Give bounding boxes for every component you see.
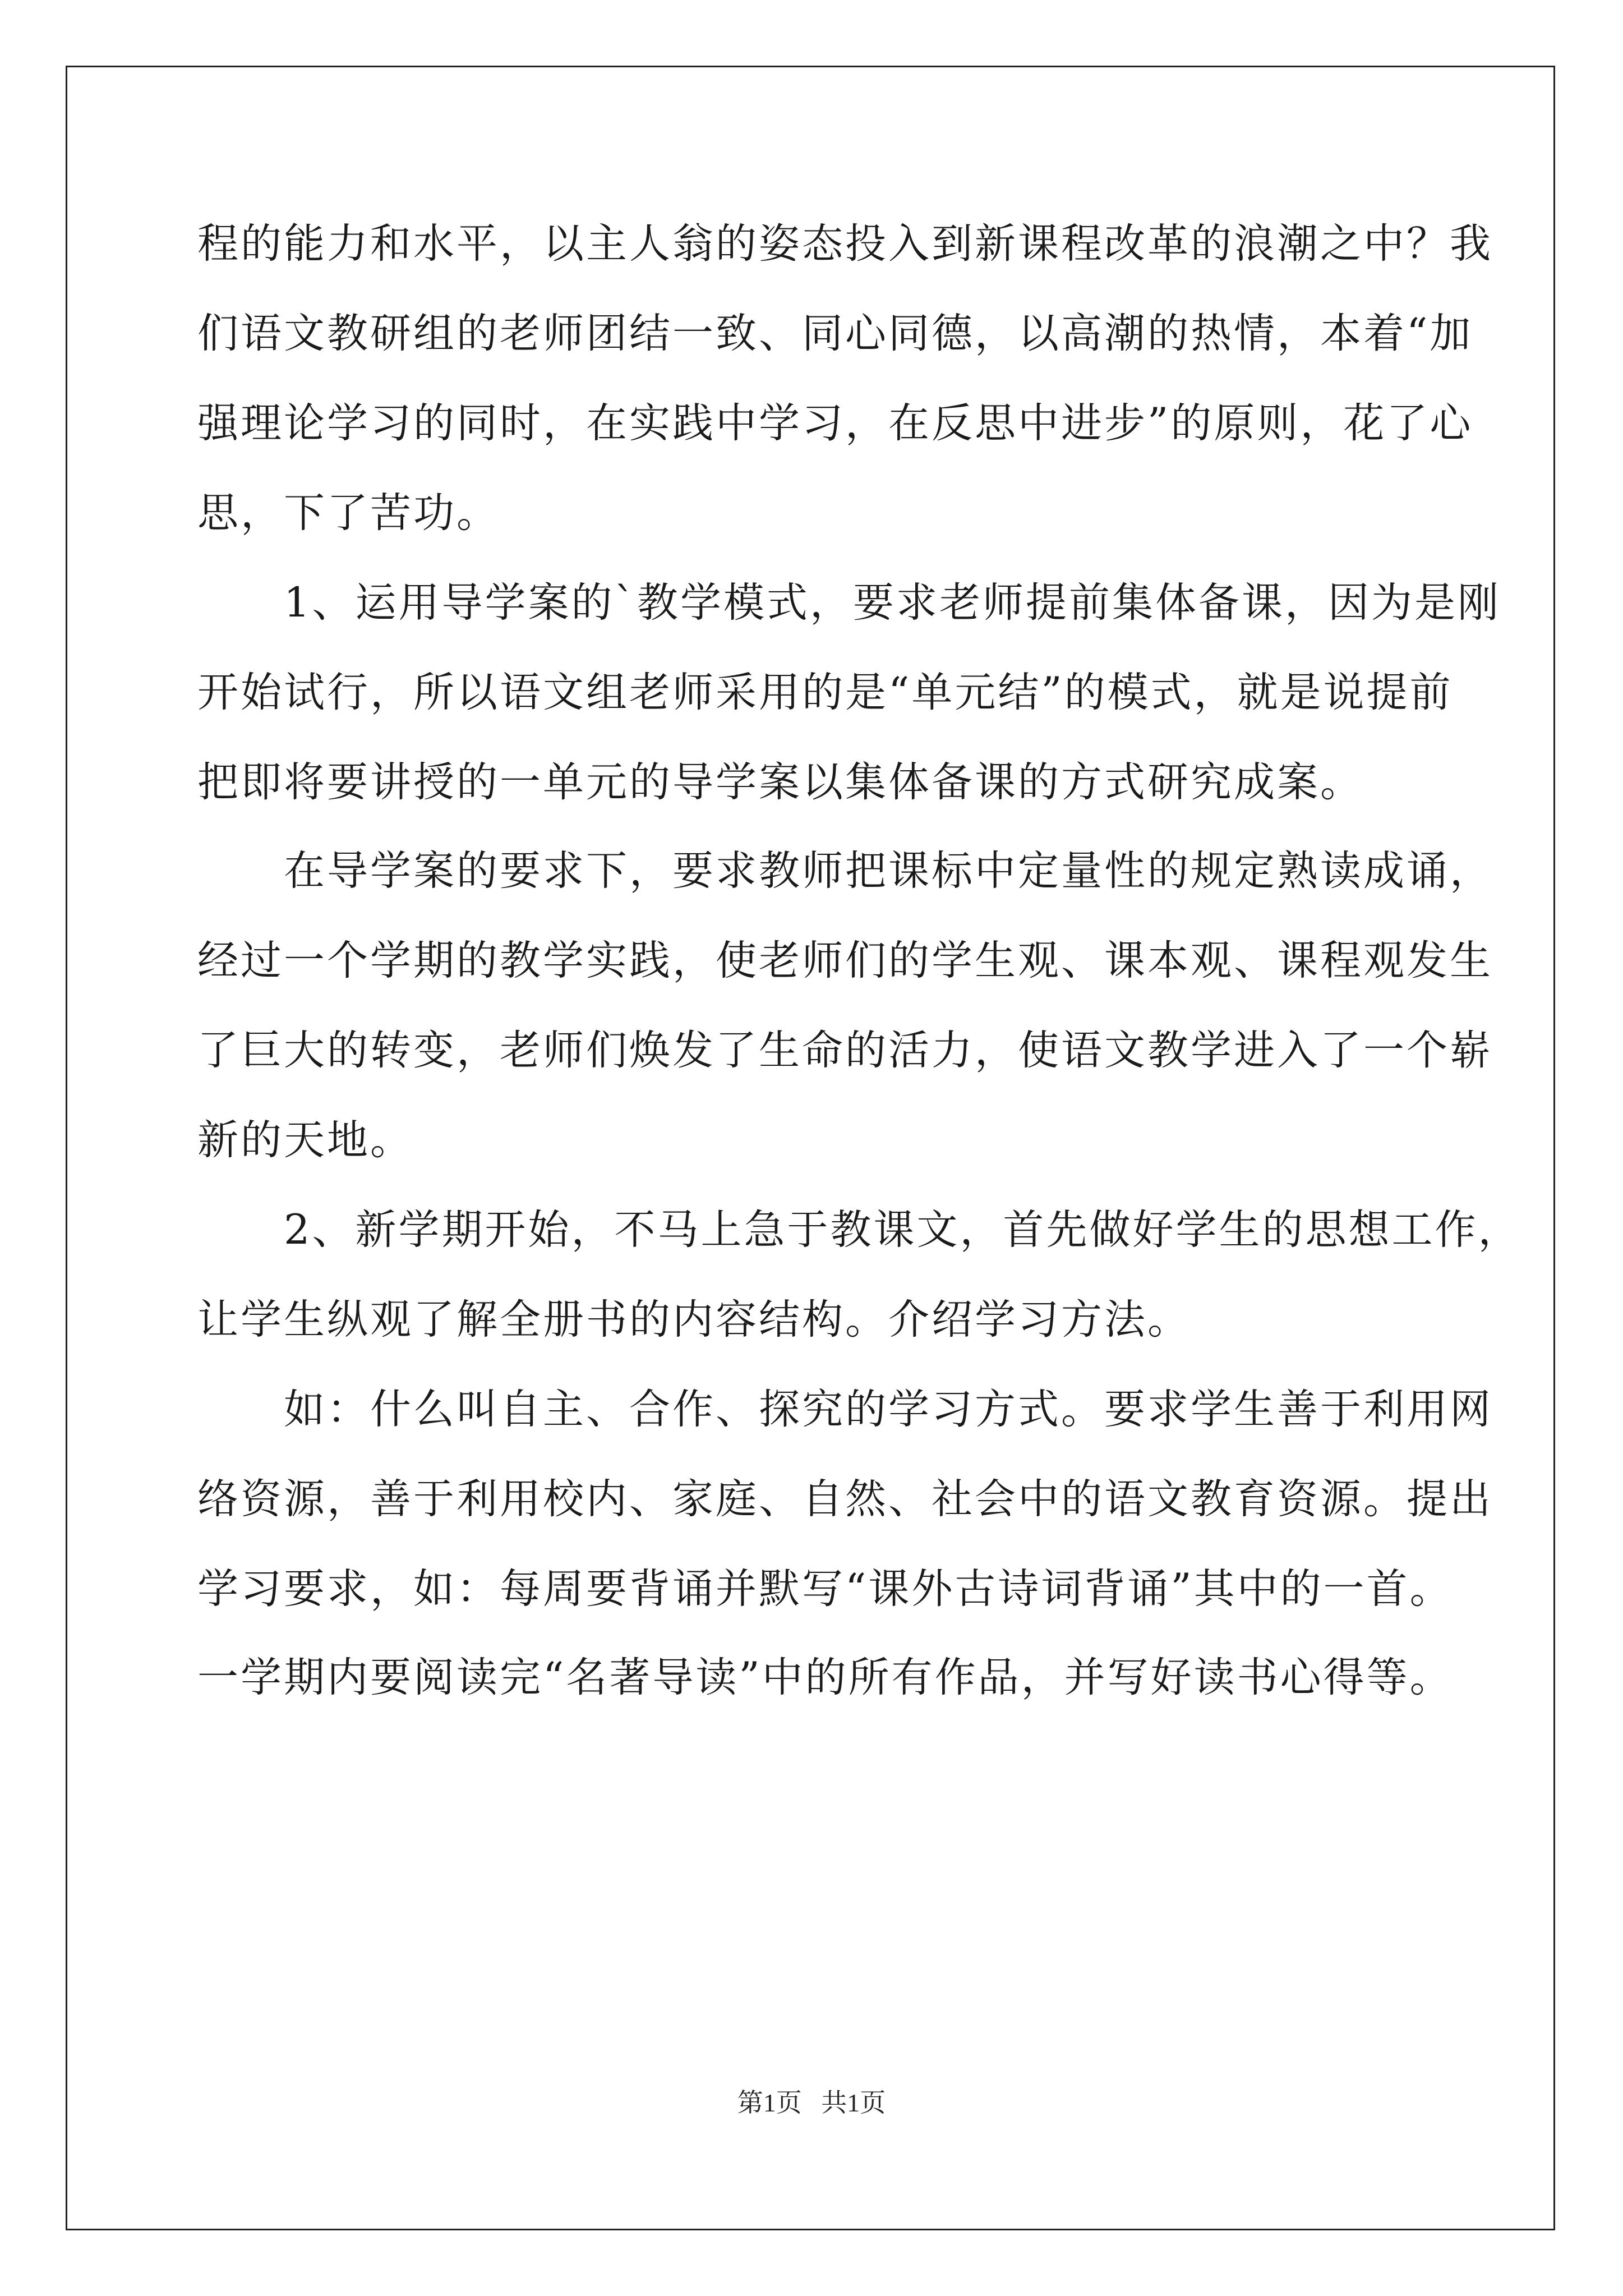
text-line: 思，下了苦功。 [197, 489, 500, 537]
text-line: 新的天地。 [197, 1116, 413, 1164]
text-line: 1、运用导学案的`教学模式，要求老师提前集体备课，因为是刚 [197, 579, 1501, 627]
text-line: 一学期内要阅读完“名著导读”中的所有作品，并写好读书心得等。 [197, 1654, 1453, 1701]
text-line: 经过一个学期的教学实践，使老师们的学生观、课本观、课程观发生 [197, 937, 1493, 984]
text-line: 络资源，善于利用校内、家庭、自然、社会中的语文教育资源。提出 [197, 1475, 1493, 1523]
page-number-footer: 第1页 共1页 [737, 2088, 886, 2117]
text-line: 把即将要讲授的一单元的导学案以集体备课的方式研究成案。 [197, 758, 1363, 806]
text-line: 们语文教研组的老师团结一致、同心同德，以高潮的热情，本着“加 [197, 310, 1473, 357]
text-line: 开始试行，所以语文组老师采用的是“单元结”的模式，就是说提前 [197, 669, 1453, 716]
text-line: 程的能力和水平，以主人翁的姿态投入到新课程改革的浪潮之中？我 [197, 220, 1493, 268]
text-line: 强理论学习的同时，在实践中学习，在反思中进步”的原则，花了心 [197, 399, 1473, 447]
text-line: 2、新学期开始，不马上急于教课文，首先做好学生的思想工作， [197, 1206, 1521, 1254]
text-line: 学习要求，如：每周要背诵并默写“课外古诗词背诵”其中的一首。 [197, 1565, 1453, 1613]
text-line: 了巨大的转变，老师们焕发了生命的活力，使语文教学进入了一个崭 [197, 1027, 1493, 1074]
text-line: 如：什么叫自主、合作、探究的学习方式。要求学生善于利用网 [197, 1386, 1493, 1433]
text-line: 在导学案的要求下，要求教师把课标中定量性的规定熟读成诵， [197, 847, 1493, 895]
text-line: 让学生纵观了解全册书的内容结构。介绍学习方法。 [197, 1296, 1191, 1343]
